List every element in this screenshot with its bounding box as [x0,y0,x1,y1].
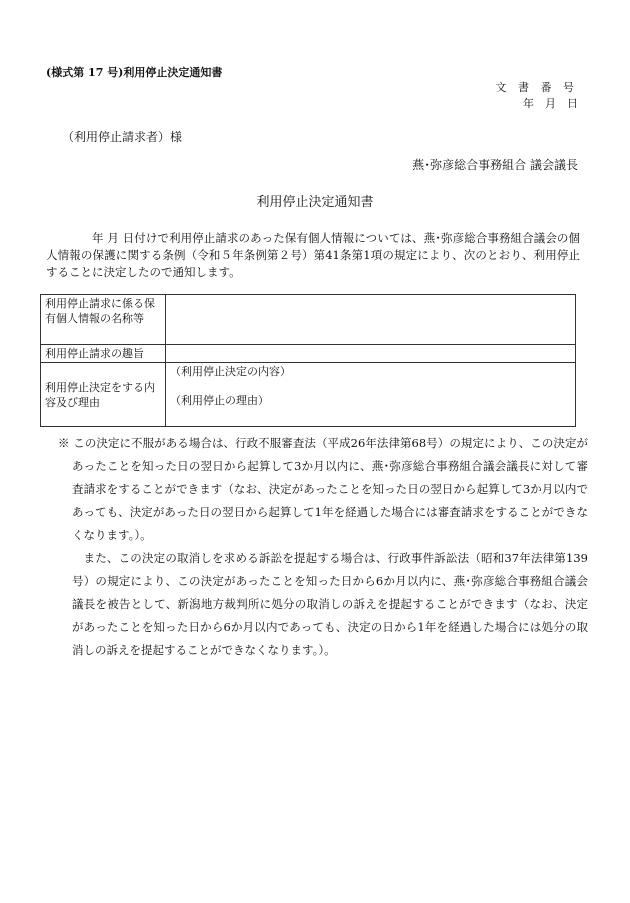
recipient-line: （利用停止請求者）様 [62,130,183,144]
form-number-label: (様式第 17 号)利用停止決定通知書 [46,66,223,79]
row-label-decision-reason: 利用停止決定をする内容及び理由 [41,363,166,427]
table-row [41,363,576,427]
intro-paragraph: 年 月 日付けで利用停止請求のあった保有個人情報については、燕･弥彦総合事務組合議会の個人情報の保護に関する条例（令和５年条例第２号）第41条第1項の規定により、次のとおり、利用停止することに決定したので通知します。 [46,231,580,279]
document-number-label: 文 書 番 号 [495,81,578,94]
appeal-note: ※ この決定に不服がある場合は、行政不服審査法（平成26年法律第68号）の規定により、この決定があったことを知った日の翌日から起算して3か月以内に、燕･弥彦総合事務組合議会議長に対して審査請求をすることができます（なお、決定があったことを知った日の翌日から起算して3か月以内であっても、決定があった日の翌日から起算して1年を経過した場合には審査請求をすることができなくなります。）。 [58,436,588,542]
decision-content-label: （利用停止決定の内容） [170,365,291,378]
row-label-information-name: 利用停止請求に係る保有個人情報の名称等 [41,295,166,345]
lawsuit-note: また、この決定の取消しを求める訴訟を提起する場合は、行政事件訴訟法（昭和37年法律第139号）の規定により、この決定があったことを知った日から6か月以内に、燕･弥彦総合事務組合議会議長を被告として、新潟地方裁判所に処分の取消しの訴えを提起することができます（なお、決定があったことを知った日から6か月以内であっても、決定の日から1年を経過した場合には処分の取消しの訴えを提起することができなくなります。）。 [72,551,588,657]
sender-line: 燕･弥彦総合事務組合 議会議長 [412,158,578,172]
row-label-request-purpose: 利用停止請求の趣旨 [41,345,166,363]
row-value-information-name [166,295,576,345]
document-title: 利用停止決定通知書 [256,195,374,210]
row-value-request-purpose [166,345,576,363]
table-row [41,295,576,345]
decision-table [40,294,576,427]
document-date-label: 年 月 日 [523,97,578,110]
row-value-decision-reason [166,363,576,427]
decision-reason-label: （利用停止の理由） [170,394,269,407]
table-row [41,345,576,363]
notes-section [58,432,588,662]
